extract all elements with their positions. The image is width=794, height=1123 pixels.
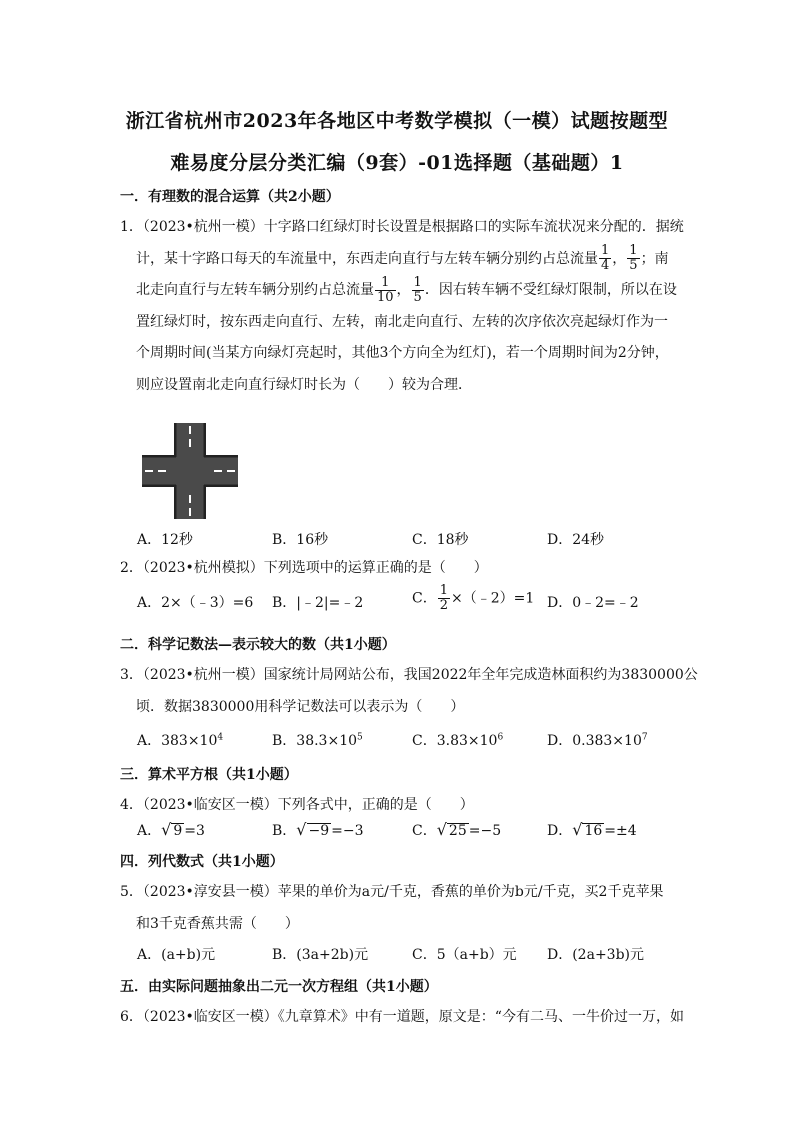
q3-option-d[interactable]: D．$0.383\times 10^7$ bbox=[547, 732, 648, 749]
section-heading-3: 三．算术平方根（共1小题） bbox=[120, 767, 298, 783]
q2-stem: 2．（2023•杭州模拟）下列选项中的运算正确的是（ ） bbox=[120, 560, 488, 576]
section-heading-2: 二．科学记数法—表示较大的数（共1小题） bbox=[120, 637, 396, 653]
question-6 bbox=[120, 1002, 684, 1034]
q3-option-c[interactable]: C．$3.83\times 10^6$ bbox=[412, 732, 504, 749]
q1-line-2: 计，某十字路口每天的车流量中，东西走向直行与左转车辆分别约占总流量 $\frac{1}{4}$ ， $\frac{1}{5}$ ；南 bbox=[136, 243, 669, 273]
q1-line-1: 1．（2023•杭州一模）十字路口红绿灯时长设置是根据路口的实际车流状况来分配的．据统 bbox=[120, 219, 684, 235]
q2-options bbox=[137, 583, 677, 616]
q2-option-b[interactable]: B．|﹣2|=﹣2 bbox=[272, 595, 364, 611]
title-line-2: 难易度分层分类汇编（9套）-01选择题（基础题）1 bbox=[170, 152, 624, 174]
q4-option-b[interactable]: B．√ −9 =−3 bbox=[272, 820, 364, 839]
q4-option-d[interactable]: D．√ 16 =±4 bbox=[547, 820, 637, 839]
fraction-one-fifth: $\frac{1}{5}$ bbox=[629, 243, 638, 273]
q6-line-1: 6．（2023•临安区一模）《九章算术》中有一道题，原文是：“今有二马、一牛价过一万，如 bbox=[120, 1009, 684, 1025]
q2-option-d[interactable]: D．0﹣2=﹣2 bbox=[547, 595, 639, 611]
q4-option-c[interactable]: C．√ 25 =−5 bbox=[412, 820, 502, 839]
question-1 bbox=[120, 212, 684, 401]
q1-line-3: 北走向直行与左转车辆分别约占总流量 $\frac{1}{10}$ ， $\frac{1}{5}$ ．因右转车辆不受红绿灯限制，所以在设 bbox=[136, 274, 677, 305]
q1-options bbox=[137, 529, 677, 553]
q1-option-b[interactable]: B．16秒 bbox=[272, 532, 329, 548]
question-2 bbox=[120, 553, 676, 585]
q3-line-2: 顷．数据3830000用科学记数法可以表示为（ ） bbox=[136, 698, 465, 715]
q5-option-d[interactable]: D．(2a+3b)元 bbox=[547, 947, 645, 963]
title-line-1: 浙江省杭州市2023年各地区中考数学模拟（一模）试题按题型 bbox=[125, 110, 669, 132]
sqrt-icon: √ bbox=[161, 820, 172, 839]
q1-option-a[interactable]: A．12秒 bbox=[137, 532, 193, 548]
question-4 bbox=[120, 790, 676, 822]
q1-option-c[interactable]: C．18秒 bbox=[412, 532, 469, 548]
q5-option-b[interactable]: B．(3a+2b)元 bbox=[272, 947, 369, 963]
q3-option-a[interactable]: A．$383\times 10^4$ bbox=[137, 732, 224, 749]
section-heading-1: 一．有理数的混合运算（共2小题） bbox=[120, 189, 340, 205]
fraction-one-fifth-ns: $\frac{1}{5}$ bbox=[413, 274, 422, 305]
q5-option-a[interactable]: A．(a+b)元 bbox=[137, 947, 216, 963]
q1-line-6: 则应设置南北走向直行绿灯时长为（ ）较为合理． bbox=[136, 376, 472, 393]
q1-line-4: 置红绿灯时，按东西走向直行、左转，南北走向直行、左转的次序依次亮起绿灯作为一 bbox=[136, 313, 668, 330]
q5-line-2: 和3千克香蕉共需（ ） bbox=[136, 915, 299, 932]
q1-option-d[interactable]: D．24秒 bbox=[547, 532, 605, 548]
sqrt-icon: √ bbox=[572, 820, 583, 839]
q3-options bbox=[137, 730, 677, 754]
q5-option-c[interactable]: C．5（a+b）元 bbox=[412, 947, 517, 963]
q5-options bbox=[137, 944, 677, 968]
section-heading-4: 四．列代数式（共1小题） bbox=[120, 854, 284, 870]
fraction-one-half: $\frac{1}{2}$ bbox=[439, 583, 448, 613]
q3-option-b[interactable]: B．$38.3\times 10^5$ bbox=[272, 732, 363, 749]
question-5 bbox=[120, 877, 676, 940]
crossroad-icon bbox=[142, 423, 238, 519]
q5-line-1: 5．（2023•淳安县一模）苹果的单价为a元/千克，香蕉的单价为b元/千克，买2千克苹果 bbox=[120, 884, 664, 900]
fraction-one-quarter: $\frac{1}{4}$ bbox=[601, 243, 610, 273]
section-heading-5: 五．由实际问题抽象出二元一次方程组（共1小题） bbox=[120, 979, 438, 995]
q4-options bbox=[137, 820, 677, 844]
q2-option-a[interactable]: A．2×（﹣3）=6 bbox=[137, 595, 254, 611]
sqrt-icon: √ bbox=[296, 820, 307, 839]
fraction-one-tenth: $\frac{1}{10}$ bbox=[377, 274, 394, 305]
q4-stem: 4．（2023•临安区一模）下列各式中，正确的是（ ） bbox=[120, 797, 474, 813]
q3-line-1: 3．（2023•杭州一模）国家统计局网站公布，我国2022年全年完成造林面积约为3830000公 bbox=[120, 667, 698, 683]
q1-line-5: 个周期时间(当某方向绿灯亮起时，其他3个方向全为红灯)，若一个周期时间为2分钟， bbox=[136, 345, 669, 361]
sqrt-icon: √ bbox=[436, 820, 447, 839]
question-3 bbox=[120, 660, 698, 723]
q4-option-a[interactable]: A．√ 9 =3 bbox=[137, 820, 205, 839]
q2-option-c[interactable]: C． $\frac{1}{2}$ ×（﹣2）=1 bbox=[412, 583, 535, 613]
